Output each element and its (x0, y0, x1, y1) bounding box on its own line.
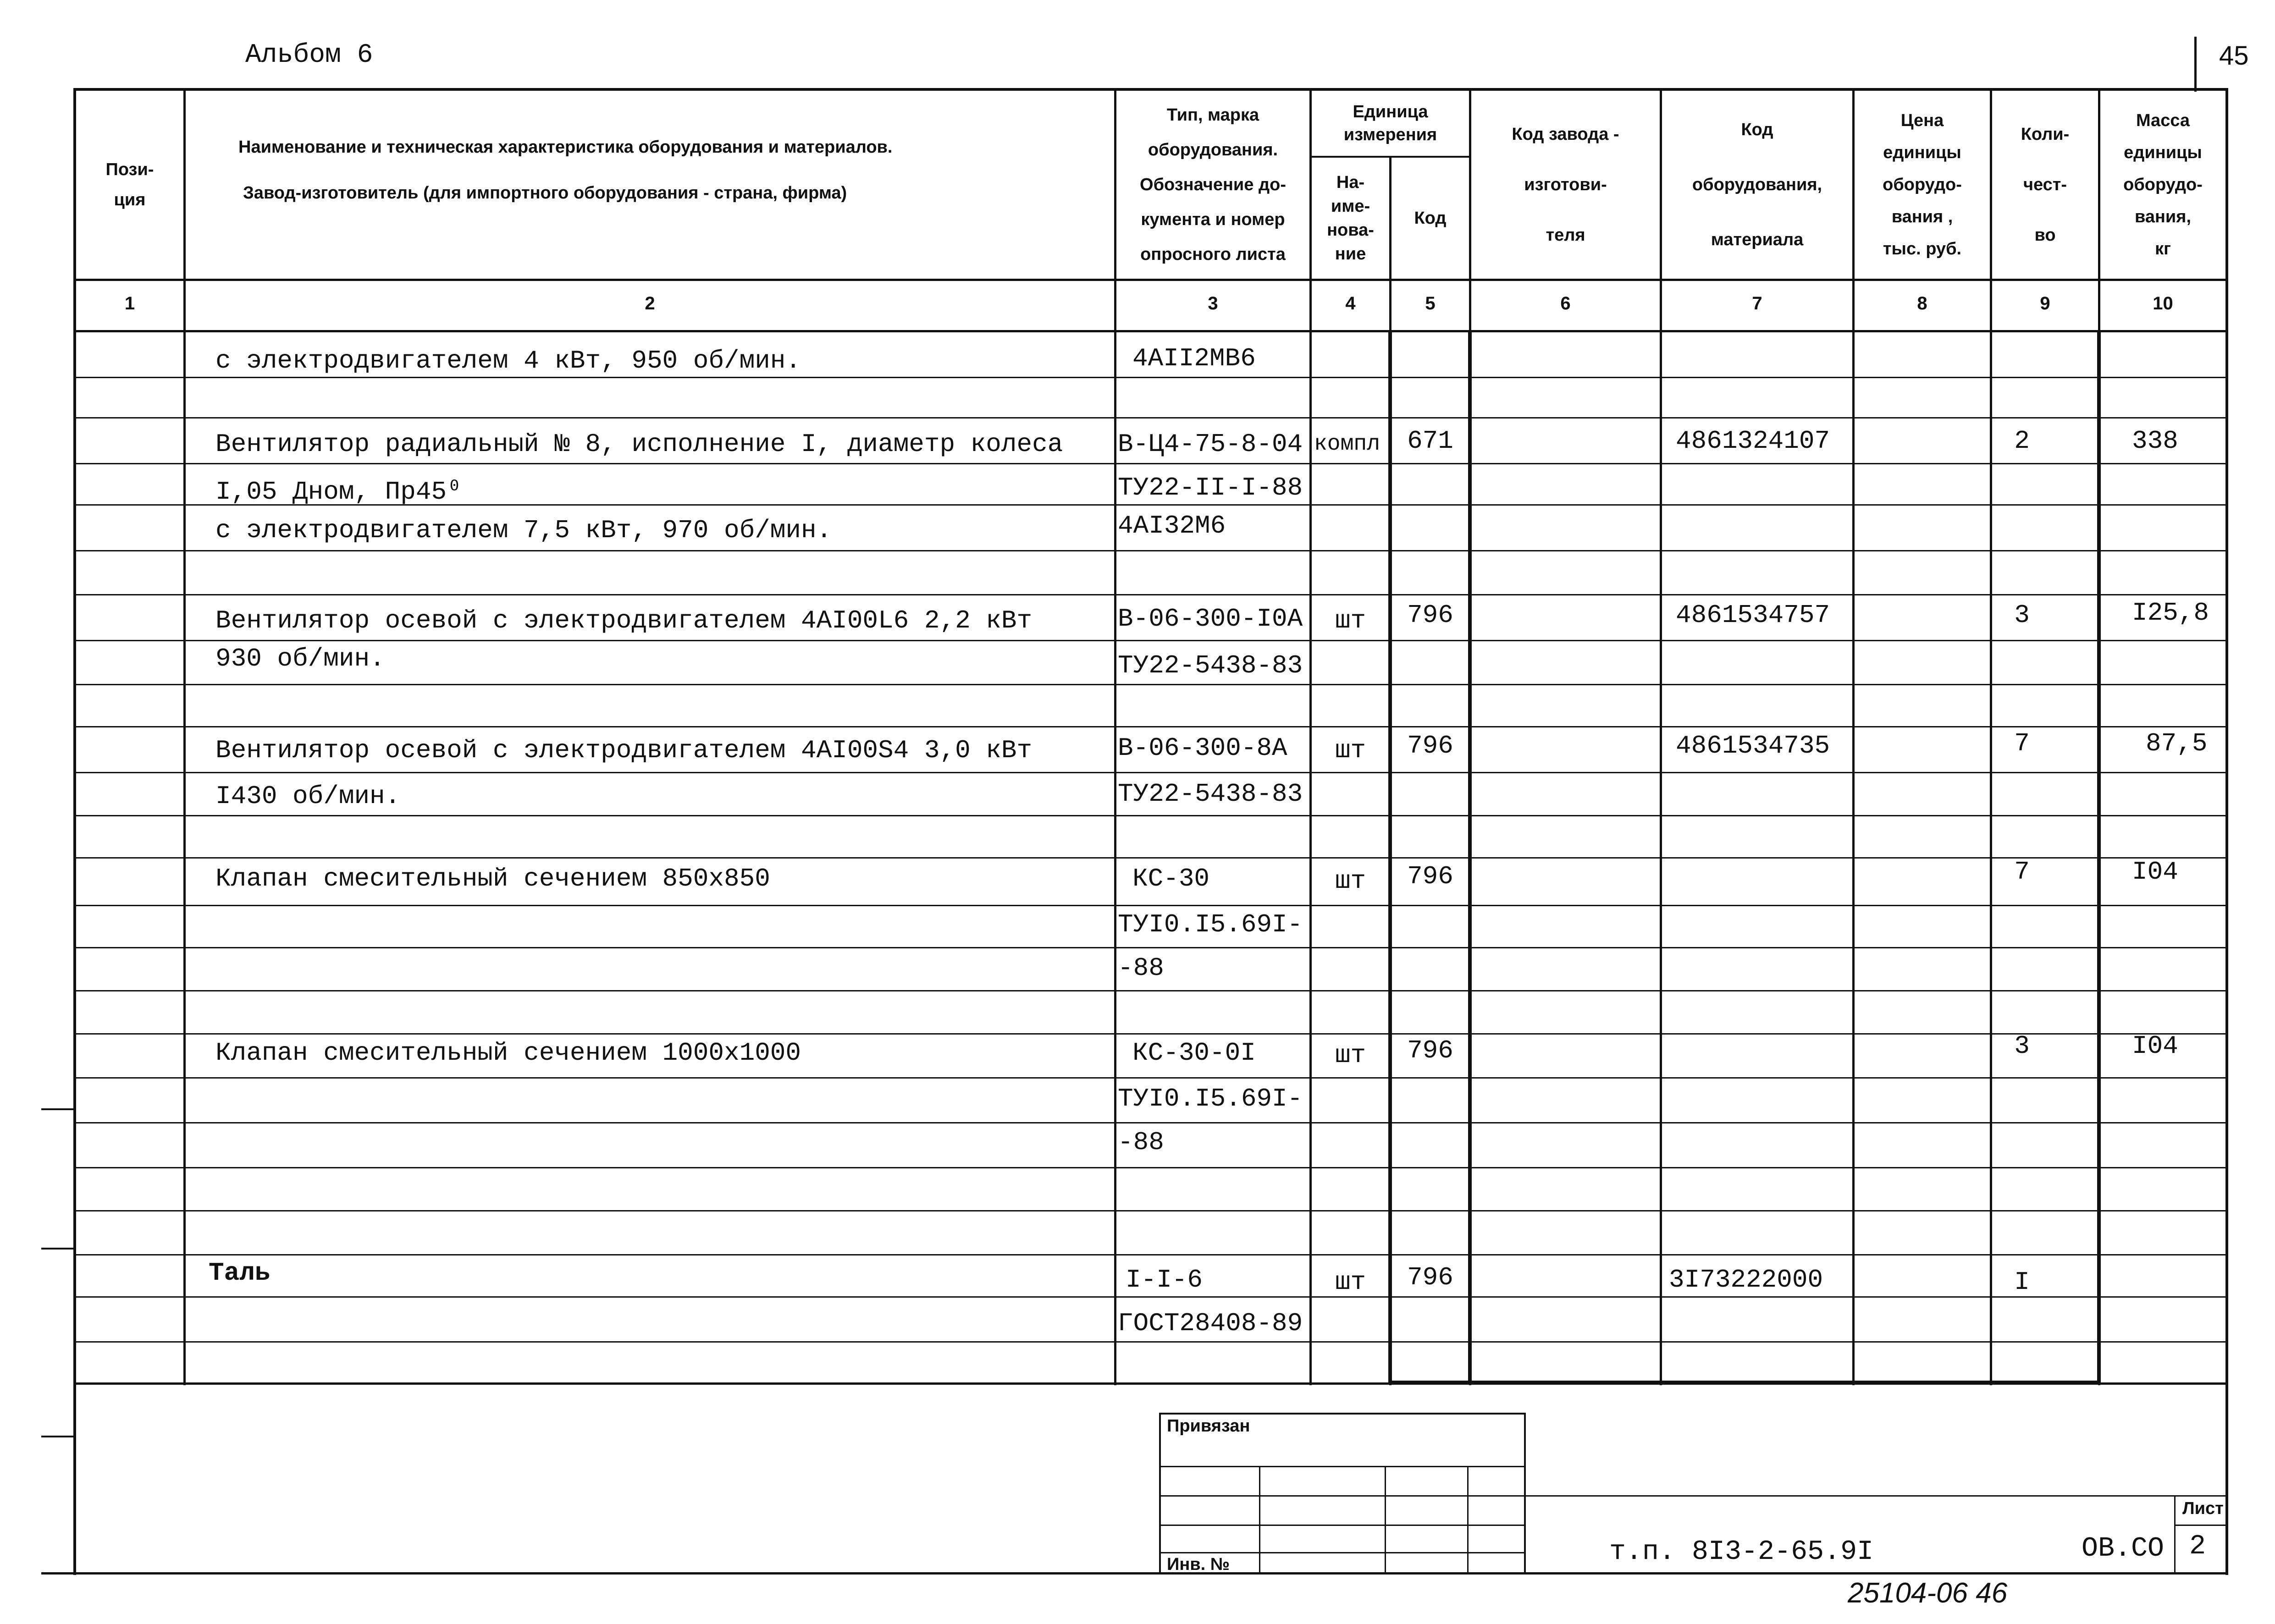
row-mass: I04 (2132, 1031, 2178, 1061)
row-type: -88 (1118, 1128, 1164, 1157)
row-quantity: I (2014, 1267, 2030, 1297)
column-number: 4 (1345, 293, 1356, 314)
row-unit: шт (1335, 1267, 1366, 1297)
row-name: с электродвигателем 4 кВт, 950 об/мин. (215, 346, 801, 375)
row-type: ТУ22-5438-83 (1118, 651, 1303, 680)
header-unit-group: Единица измерения (1343, 102, 1437, 144)
row-quantity: 2 (2014, 426, 2030, 456)
column-number: 3 (1208, 293, 1218, 314)
row-name: Вентилятор осевой с электродвигателем 4AI00L6 2,2 кВт (215, 606, 1033, 635)
row-type: ТУI0.I5.69I- (1118, 1084, 1303, 1113)
row-name: I,05 Дном, Пр45⁰ (215, 477, 462, 506)
page-number: 45 (2219, 41, 2249, 71)
row-name: Таль (209, 1258, 271, 1288)
row-mass: I04 (2132, 857, 2178, 886)
row-unit: шт (1335, 866, 1366, 896)
row-type: КС-30 (1132, 864, 1210, 893)
page-number-divider (2194, 37, 2197, 92)
row-name: I430 об/мин. (215, 782, 401, 811)
header-type: Тип, марка оборудования. Обозначение до- кумента и номер опросного листа (1140, 105, 1286, 264)
row-name: Клапан смесительный сечением 850х850 (215, 864, 770, 893)
row-name: Клапан смесительный сечением 1000х1000 (215, 1038, 801, 1068)
header-quantity: Коли- чест- во (2021, 125, 2070, 245)
row-code: 3I73222000 (1669, 1265, 1823, 1294)
row-name: Вентилятор радиальный № 8, исполнение I, диаметр колеса (215, 429, 1063, 459)
document-code: т.п. 8I3-2-65.9I (1609, 1536, 1874, 1568)
row-code: 4861534735 (1676, 731, 1830, 760)
row-name: Вентилятор осевой с электродвигателем 4AI00S4 3,0 кВт (215, 736, 1033, 765)
bound-label: Привязан (1167, 1416, 1250, 1436)
margin-mark (41, 1436, 73, 1437)
row-mass: 338 (2132, 426, 2178, 456)
column-number: 9 (2040, 293, 2050, 314)
header-equipment-code: Код оборудования, материала (1692, 120, 1822, 249)
album-label: Альбом 6 (245, 40, 373, 70)
row-quantity: 3 (2014, 1031, 2030, 1061)
header-name-line2: Завод-изготовитель (для импортного оборудования - страна, фирма) (243, 183, 847, 203)
column-number: 2 (645, 293, 655, 314)
row-unit-code: 796 (1407, 862, 1453, 891)
row-unit: шт (1335, 1040, 1366, 1070)
row-unit-code: 796 (1407, 731, 1453, 760)
row-code: 4861324107 (1676, 426, 1830, 456)
row-unit-code: 796 (1407, 1263, 1453, 1292)
row-type: ГОСТ28408-89 (1118, 1309, 1303, 1338)
row-quantity: 7 (2014, 729, 2030, 758)
row-type: ТУ22-5438-83 (1118, 779, 1303, 809)
row-type: В-06-300-8А (1118, 733, 1287, 763)
row-type: В-06-300-I0A (1118, 604, 1303, 633)
row-quantity: 3 (2014, 600, 2030, 630)
header-position: Пози- ция (105, 160, 154, 209)
margin-mark (41, 1248, 73, 1250)
document-mark: ОВ.СО (2082, 1533, 2165, 1564)
handwritten-archive-number: 25104-06 46 (1848, 1577, 2008, 1609)
column-number: 1 (124, 293, 135, 314)
row-type: B-Ц4-75-8-04 (1118, 429, 1303, 459)
row-unit: шт (1335, 736, 1366, 765)
sheet-label: Лист (2182, 1499, 2224, 1518)
row-name: 930 об/мин. (215, 644, 385, 673)
row-type: ТУ22-II-I-88 (1118, 473, 1303, 502)
header-price: Цена единицы оборудо- вания , тыс. руб. (1883, 111, 1962, 259)
sheet-number: 2 (2189, 1531, 2206, 1562)
header-mass: Масса единицы оборудо- вания, кг (2123, 111, 2203, 259)
row-type: I-I-6 (1126, 1265, 1203, 1294)
row-unit: шт (1335, 606, 1366, 635)
row-mass: 87,5 (2146, 729, 2208, 758)
column-number: 10 (2153, 293, 2173, 314)
row-quantity: 7 (2014, 857, 2030, 886)
header-unit-name: На- име- нова- ние (1327, 173, 1374, 264)
row-type: КС-30-0I (1132, 1038, 1256, 1068)
row-unit-code: 671 (1407, 426, 1453, 456)
row-type: 4AI32M6 (1118, 511, 1226, 540)
row-mass: I25,8 (2132, 598, 2209, 628)
header-factory-code: Код завода - изготови- теля (1512, 125, 1619, 245)
column-number: 7 (1752, 293, 1762, 314)
row-unit: компл (1314, 432, 1380, 457)
column-number: 6 (1560, 293, 1571, 314)
header-unit-code: Код (1414, 209, 1447, 228)
row-code: 4861534757 (1676, 600, 1830, 630)
row-type: -88 (1118, 953, 1164, 983)
header-name-line1: Наименование и техническая характеристика оборудования и материалов. (238, 138, 893, 157)
row-name: с электродвигателем 7,5 кВт, 970 об/мин. (215, 516, 832, 545)
column-number: 5 (1425, 293, 1436, 314)
margin-mark (41, 1108, 73, 1110)
row-type: 4AII2MB6 (1132, 344, 1256, 373)
row-unit-code: 796 (1407, 600, 1453, 630)
row-type: ТУI0.I5.69I- (1118, 910, 1303, 939)
inventory-number-label: Инв. № (1167, 1555, 1230, 1574)
row-unit-code: 796 (1407, 1036, 1453, 1065)
column-number: 8 (1917, 293, 1927, 314)
